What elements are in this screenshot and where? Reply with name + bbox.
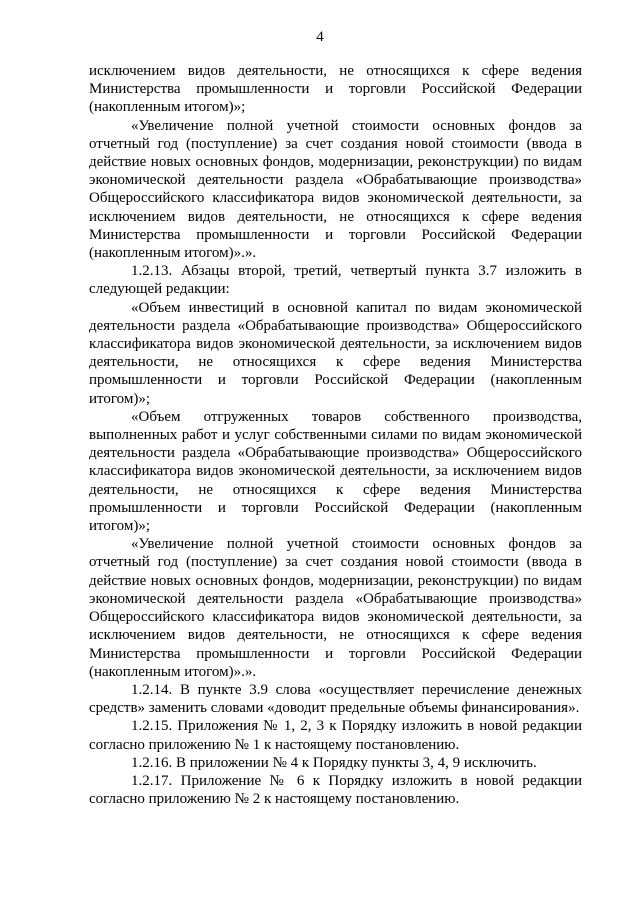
page-number: 4 (316, 29, 324, 45)
paragraph-item-1-2-16: 1.2.16. В приложении № 4 к Порядку пункты 3, 4, 9 исключить. (131, 754, 537, 771)
paragraph-quote-investments: «Объем инвестиций в основной капитал по видам экономической деятельности раздела «Обрабатывающие производства» Общероссийского классификатора видов экономической деятельности, за исключением видов деятельности, не относящихся к сфере ведения Министерства промышленности и торговли Российской Федерации (накопленным итогом)»; (89, 299, 582, 407)
paragraph-item-1-2-17: 1.2.17. Приложение № 6 к Порядку изложить в новой редакции согласно приложению № 2 к настоящему постановлению. (89, 772, 582, 808)
paragraph-item-1-2-15: 1.2.15. Приложения № 1, 2, 3 к Порядку изложить в новой редакции согласно приложению № 1 к настоящему постановлению. (89, 718, 582, 753)
document-body (89, 62, 582, 808)
paragraph-item-1-2-14: 1.2.14. В пункте 3.9 слова «осуществляет перечисление денежных средств» заменить словами «доводит предельные объемы финансирования». (89, 681, 582, 717)
paragraph-continuation: исключением видов деятельности, не относящихся к сфере ведения Министерства промышленности и торговли Российской Федерации (накопленным итогом)»; (89, 63, 582, 116)
paragraph-quote-fixed-assets-1: «Увеличение полной учетной стоимости основных фондов за отчетный год (поступление) за счет создания новой стоимости (ввода в действие новых основных фондов, модернизации, реконструкции) по видам экономической деятельности раздела «Обрабатывающие производства» Общероссийского классификатора видов экономической деятельности, за исключением видов деятельности, не относящихся к сфере ведения Министерства промышленности и торговли Российской Федерации (накопленным итогом)».». (89, 117, 582, 262)
paragraph-quote-fixed-assets-2: «Увеличение полной учетной стоимости основных фондов за отчетный год (поступление) за счет создания новой стоимости (ввода в действие новых основных фондов, модернизации, реконструкции) по видам экономической деятельности раздела «Обрабатывающие производства» Общероссийского классификатора видов экономической деятельности, за исключением видов деятельности, не относящихся к сфере ведения Министерства промышленности и торговли Российской Федерации (накопленным итогом)».». (89, 536, 582, 680)
paragraph-item-1-2-13: 1.2.13. Абзацы второй, третий, четвертый пункта 3.7 изложить в следующей редакции: (89, 263, 582, 298)
paragraph-quote-shipped-goods: «Объем отгруженных товаров собственного производства, выполненных работ и услуг собственными силами по видам экономической деятельности раздела «Обрабатывающие производства» Общероссийского классификатора видов экономической деятельности, за исключением видов деятельности, не относящихся к сфере ведения Министерства промышленности и торговли Российской Федерации (накопленным итогом)»; (89, 408, 582, 535)
